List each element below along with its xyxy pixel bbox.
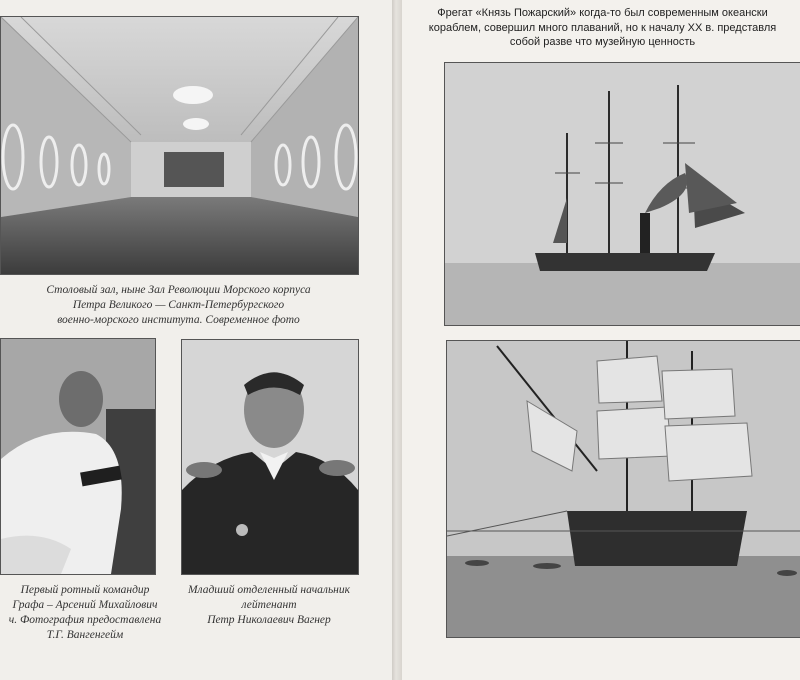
book-gutter [392,0,402,680]
portrait2-caption-line: лейтенант [241,599,297,611]
portrait1-caption-line: Первый ротный командир [20,584,150,596]
portrait-company-commander-photo [0,338,156,575]
frigate-caption-line: Фрегат «Князь Пожарский» когда-то был современным океански [437,7,768,19]
portrait1-caption-line: Т.Г. Вангенгейм [46,629,124,641]
portrait2-caption-line: Петр Николаевич Вагнер [207,614,331,626]
hall-caption-line: Петра Великого — Санкт-Петербургского [72,299,285,311]
frigate-caption-line: кораблем, совершил много плаваний, но к началу XX в. представля [428,21,777,34]
portrait-petr-vagner-photo [181,339,359,575]
portrait2-caption-line: Младший отделенный начальник [187,584,351,596]
dining-hall-photo [0,16,359,275]
frigate-caption-line: собой разве что музейную ценность [509,36,696,48]
frigate-caption [405,6,800,50]
portrait2-caption [181,583,357,628]
frigate-under-sail-photo [446,340,800,638]
portrait1-caption-line: ч. Фотография предоставлена [8,614,162,626]
portrait1-caption [0,583,170,643]
portrait1-caption-line: Графа – Арсений Михайлович [12,599,158,611]
frigate-at-sea-photo [444,62,800,326]
hall-caption-line: военно-морского института. Современное фото [57,314,300,326]
hall-caption [0,283,357,328]
hall-caption-line: Столовый зал, ныне Зал Революции Морского корпуса [46,284,311,296]
